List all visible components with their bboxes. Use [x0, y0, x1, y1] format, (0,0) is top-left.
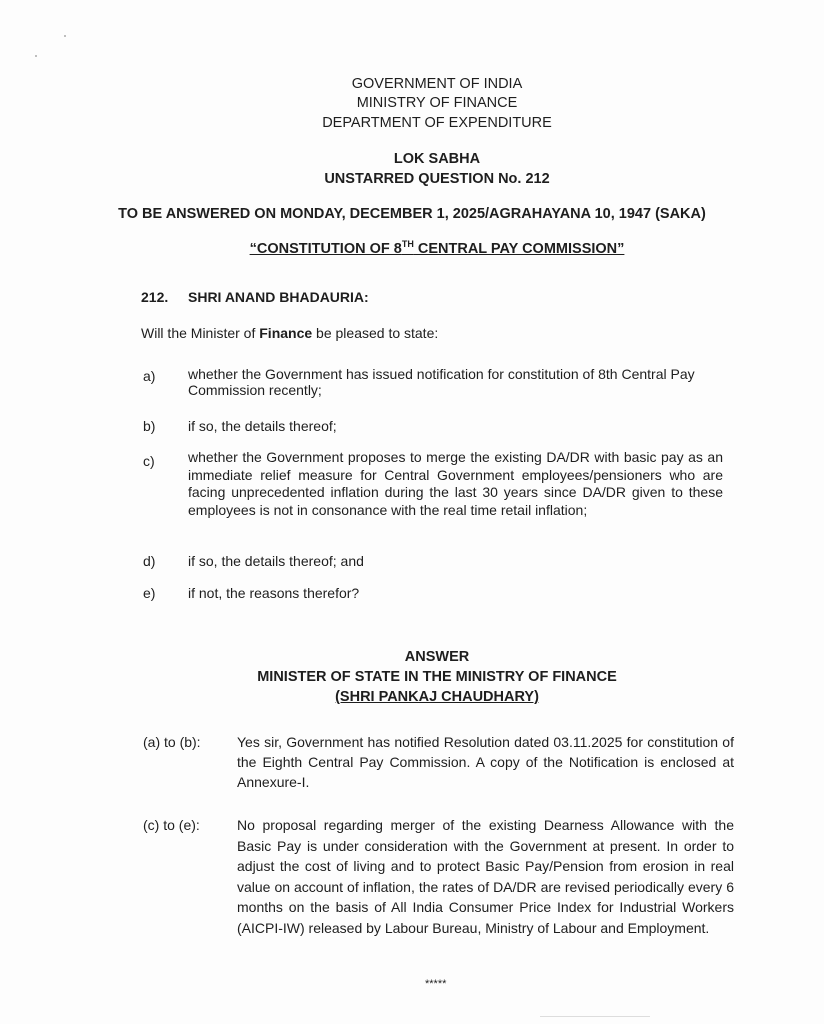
header-house: LOK SABHA — [393, 151, 481, 167]
question-number: 212. — [141, 289, 169, 305]
header-question-number: UNSTARRED QUESTION No. 212 — [324, 171, 550, 187]
question-item-label-c: c) — [143, 453, 155, 469]
question-member: SHRI ANAND BHADAURIA: — [188, 289, 369, 305]
subject-title — [0, 240, 824, 259]
scan-speck — [35, 55, 37, 57]
scan-artifact-line — [540, 1016, 650, 1017]
question-item-label-d: d) — [143, 553, 156, 569]
question-intro — [141, 325, 438, 341]
intro-pre: Will the Minister of — [141, 325, 260, 341]
question-item-c: whether the Government proposes to merge the existing DA/DR with basic pay as an immediate relief measure for Central Government employees/pensioners who are facing unprecedented inflation during the last 30 years since DA/DR given to these employees is not in consonance with the real time retail inflation; — [188, 449, 723, 518]
question-item-label-e: e) — [143, 585, 156, 601]
header-ministry: MINISTRY OF FINANCE — [356, 95, 518, 111]
minister-name-text: (SHRI PANKAJ CHAUDHARY) — [335, 689, 539, 705]
question-item-b: if so, the details thereof; — [188, 418, 337, 434]
intro-ministry: Finance — [259, 325, 313, 341]
question-item-a: whether the Government has issued notification for constitution of 8th Central Pay Commission recently; — [188, 366, 695, 398]
answer-date-line: TO BE ANSWERED ON MONDAY, DECEMBER 1, 2025/AGRAHAYANA 10, 1947 (SAKA) — [118, 206, 706, 222]
answer-part-ce: No proposal regarding merger of the existing Dearness Allowance with the Basic Pay is under consideration with the Government at present. In order to adjust the cost of living and to protect Basic Pay/Pension from erosion in real value on account of inflation, the rates of DA/DR are revised periodically every 6 months on the basis of All India Consumer Price Index for Industrial Workers (AICPI-IW) released by Labour Bureau, Ministry of Labour and Employment. — [237, 817, 734, 936]
subject-title-text — [250, 241, 625, 257]
question-item-e: if not, the reasons therefor? — [188, 585, 360, 601]
answer-part-ab: Yes sir, Government has notified Resolution dated 03.11.2025 for constitution of the Eighth Central Pay Commission. A copy of the Notification is enclosed at Annexure-I. — [237, 734, 734, 790]
answer-heading: ANSWER — [404, 649, 470, 665]
intro-post: be pleased to state: — [312, 325, 439, 341]
question-item-label-a: a) — [143, 368, 156, 384]
subject-suffix: CENTRAL PAY COMMISSION” — [413, 241, 625, 257]
answer-minister-title: MINISTER OF STATE IN THE MINISTRY OF FINANCE — [257, 669, 617, 685]
end-mark: ***** — [425, 978, 447, 990]
subject-superscript: TH — [401, 239, 414, 250]
header-government: GOVERNMENT OF INDIA — [351, 76, 523, 92]
answer-part-label-ce: (c) to (e): — [143, 817, 200, 833]
question-item-d: if so, the details thereof; and — [188, 553, 364, 569]
question-item-label-b: b) — [143, 418, 156, 434]
answer-minister-name — [0, 688, 824, 707]
answer-part-label-ab: (a) to (b): — [143, 734, 201, 750]
scan-speck — [64, 35, 66, 37]
header-department: DEPARTMENT OF EXPENDITURE — [322, 115, 552, 131]
subject-prefix: “CONSTITUTION OF 8 — [249, 241, 402, 257]
